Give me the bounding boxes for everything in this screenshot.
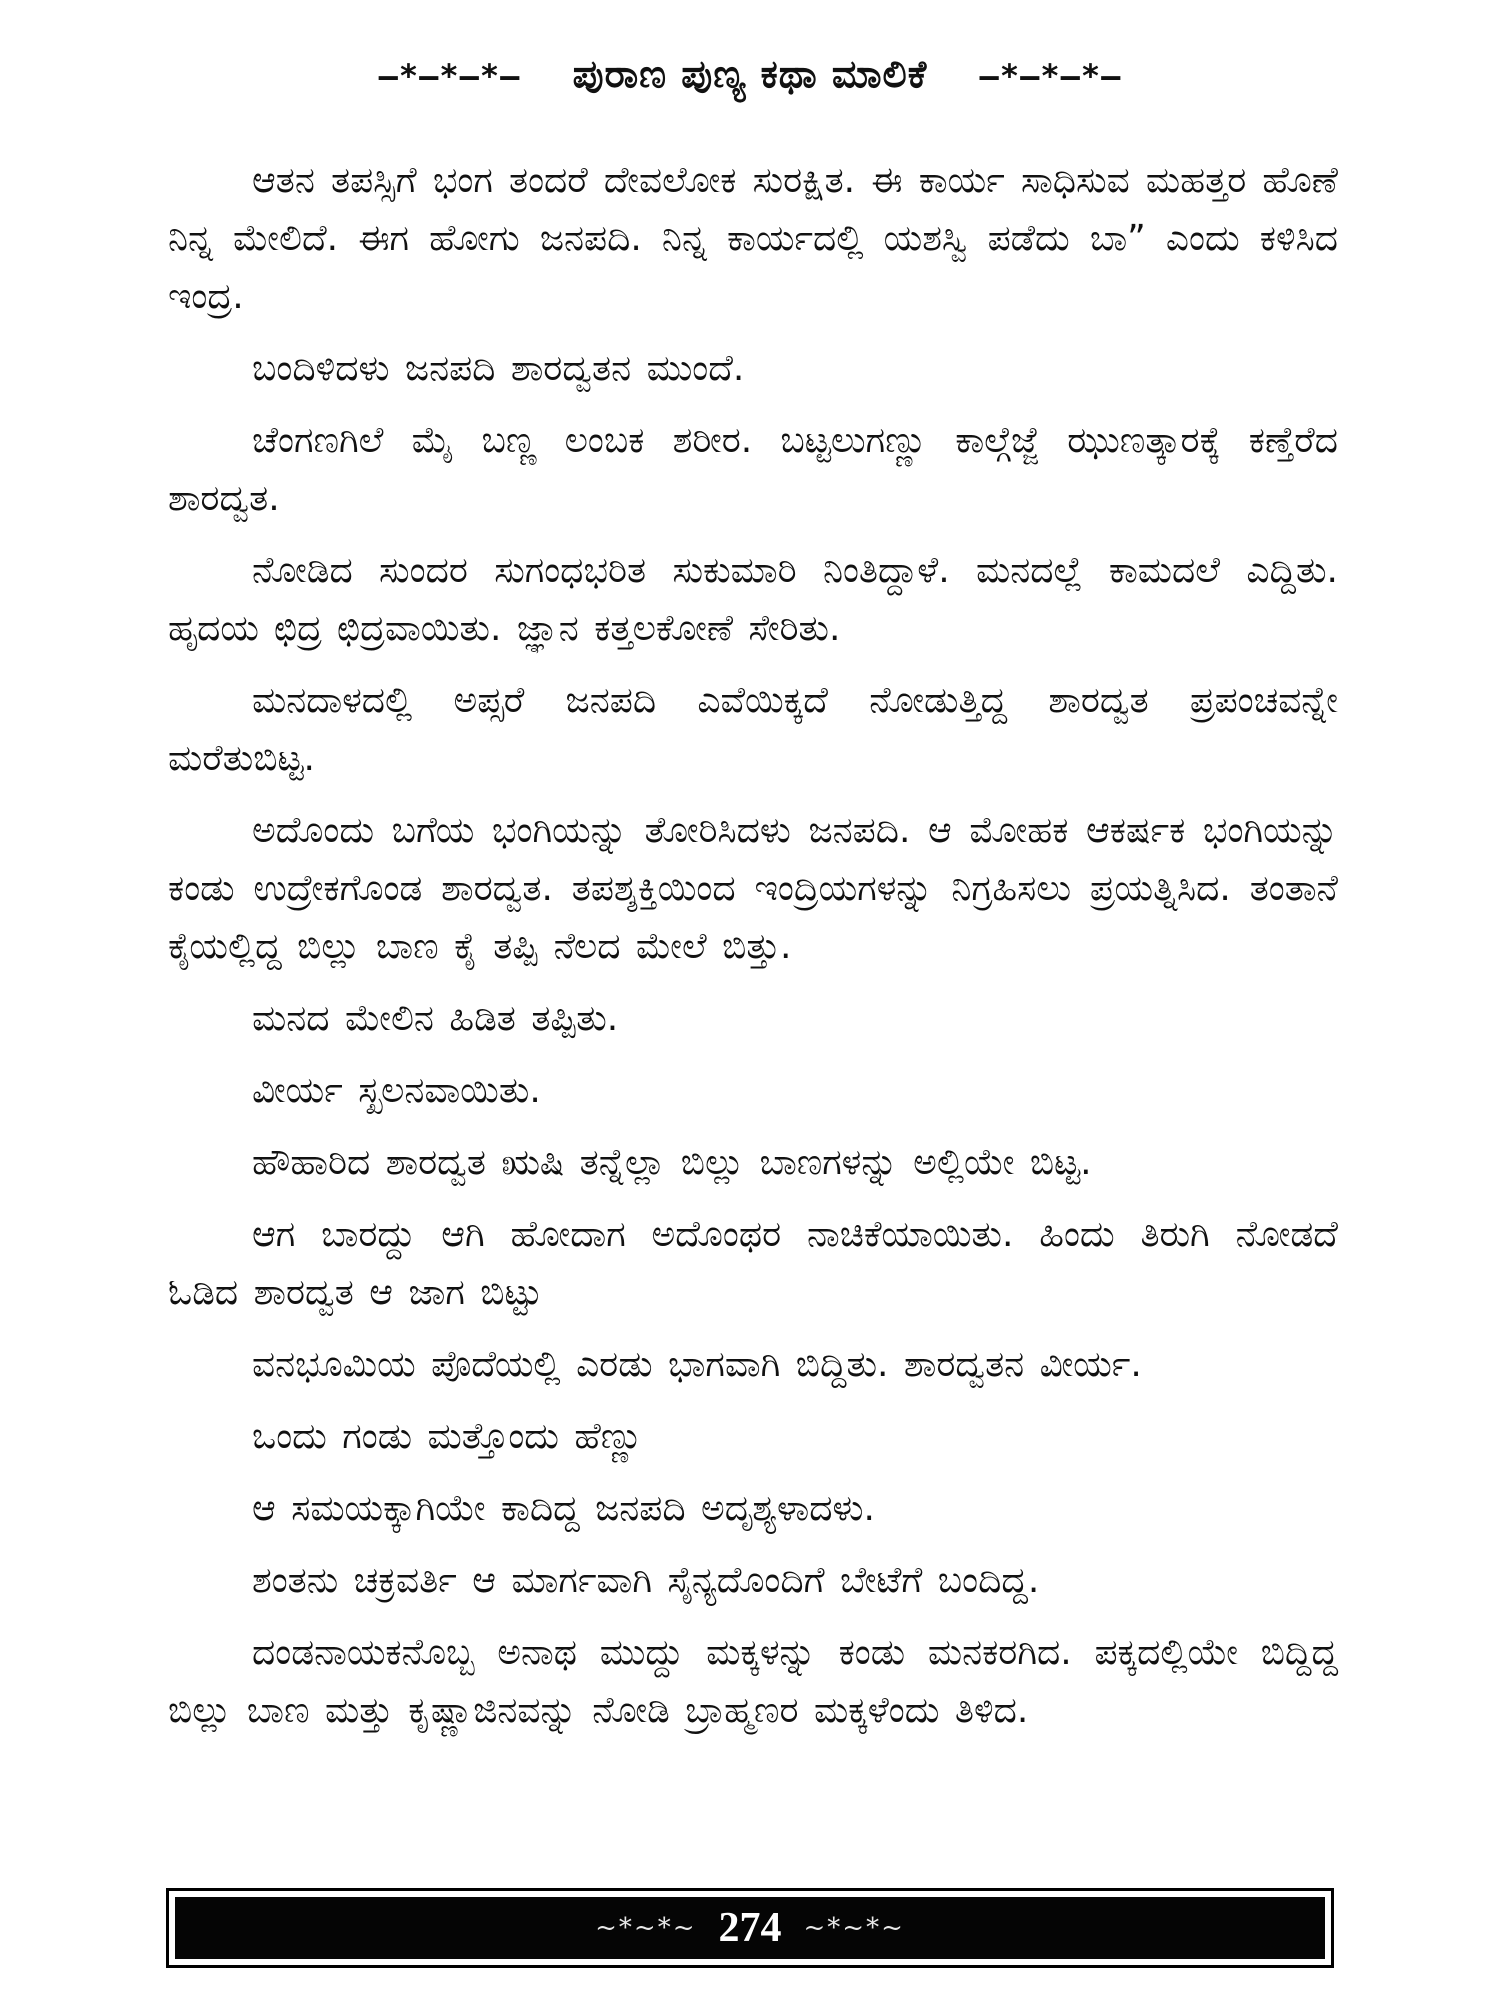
paragraph: ಆ ಸಮಯಕ್ಕಾಗಿಯೇ ಕಾದಿದ್ದ ಜನಪದಿ ಅದೃಶ್ಯಳಾದಳು. xyxy=(252,1488,875,1529)
paragraph: ಆಗ ಬಾರದ್ದು ಆಗಿ ಹೋದಾಗ ಅದೊಂಥರ ನಾಚಿಕೆಯಾಯಿತು. ಹಿಂದು ತಿರುಗಿ ನೋಡದೆ ಓಡಿದ ಶಾರದ್ವತ ಆ ಜಾಗ ಬಿಟ್ಟು xyxy=(168,1214,1338,1313)
book-title: ಪುರಾಣ ಪುಣ್ಯ ಕಥಾ ಮಾಲಿಕೆ xyxy=(572,52,928,96)
header-ornament-right: –*–*–*– xyxy=(979,57,1122,95)
paragraph: ನೋಡಿದ ಸುಂದರ ಸುಗಂಧಭರಿತ ಸುಕುಮಾರಿ ನಿಂತಿದ್ದಾಳೆ. ಮನದಲ್ಲೆ ಕಾಮದಲೆ ಎದ್ದಿತು. ಹೃದಯ ಛಿದ್ರ ಛಿದ್ರವಾಯಿತು. ಜ್ಞಾನ ಕತ್ತಲಕೋಣೆ ಸೇರಿತು. xyxy=(168,550,1338,649)
paragraph: ಚೆಂಗಣಗಿಲೆ ಮೈ ಬಣ್ಣ ಲಂಬಕ ಶರೀರ. ಬಟ್ಟಲುಗಣ್ಣು ಕಾಲ್ಗೆಜ್ಜೆ ಝುಣತ್ಕಾರಕ್ಕೆ ಕಣ್ತೆರೆದ ಶಾರದ್ವತ. xyxy=(168,420,1338,519)
paragraph: ವೀರ್ಯ ಸ್ಖಲನವಾಯಿತು. xyxy=(252,1070,541,1111)
paragraph: ಒಂದು ಗಂಡು ಮತ್ತೊಂದು ಹೆಣ್ಣು xyxy=(252,1416,643,1457)
footer-ornament-left: ~*~*~ xyxy=(595,1913,697,1943)
paragraph: ಶಂತನು ಚಕ್ರವರ್ತಿ ಆ ಮಾರ್ಗವಾಗಿ ಸೈನ್ಯದೊಂದಿಗೆ ಬೇಟೆಗೆ ಬಂದಿದ್ದ. xyxy=(252,1560,1040,1601)
page-body xyxy=(168,152,1338,1754)
running-header xyxy=(0,52,1500,97)
footer-bar xyxy=(175,1897,1325,1959)
paragraph: ಮನದ ಮೇಲಿನ ಹಿಡಿತ ತಪ್ಪಿತು. xyxy=(252,998,619,1039)
page-footer xyxy=(166,1888,1334,1968)
paragraph: ಮನದಾಳದಲ್ಲಿ ಅಪ್ಸರೆ ಜನಪದಿ ಎವೆಯಿಕ್ಕದೆ ನೋಡುತ್ತಿದ್ದ ಶಾರದ್ವತ ಪ್ರಪಂಚವನ್ನೇ ಮರೆತುಬಿಟ್ಟ. xyxy=(168,680,1338,779)
paragraph: ವನಭೂಮಿಯ ಪೊದೆಯಲ್ಲಿ ಎರಡು ಭಾಗವಾಗಿ ಬಿದ್ದಿತು. ಶಾರದ್ವತನ ವೀರ್ಯ. xyxy=(252,1344,1142,1385)
paragraph: ಬಂದಿಳಿದಳು ಜನಪದಿ ಶಾರದ್ವತನ ಮುಂದೆ. xyxy=(252,348,745,389)
footer-ornament-right: ~*~*~ xyxy=(803,1913,905,1943)
page-number: 274 xyxy=(718,1905,782,1951)
paragraph: ದಂಡನಾಯಕನೊಬ್ಬ ಅನಾಥ ಮುದ್ದು ಮಕ್ಕಳನ್ನು ಕಂಡು ಮನಕರಗಿದ. ಪಕ್ಕದಲ್ಲಿಯೇ ಬಿದ್ದಿದ್ದ ಬಿಲ್ಲು ಬಾಣ ಮತ್ತು ಕೃಷ್ಣಾಜಿನವನ್ನು ನೋಡಿ ಬ್ರಾಹ್ಮಣರ ಮಕ್ಕಳೆಂದು ತಿಳಿದ. xyxy=(168,1632,1338,1731)
paragraph: ಹೌಹಾರಿದ ಶಾರದ್ವತ ಋಷಿ ತನ್ನೆಲ್ಲಾ ಬಿಲ್ಲು ಬಾಣಗಳನ್ನು ಅಲ್ಲಿಯೇ ಬಿಟ್ಟ. xyxy=(252,1142,1092,1183)
header-ornament-left: –*–*–*– xyxy=(378,57,521,95)
paragraph: ಅದೊಂದು ಬಗೆಯ ಭಂಗಿಯನ್ನು ತೋರಿಸಿದಳು ಜನಪದಿ. ಆ ಮೋಹಕ ಆಕರ್ಷಕ ಭಂಗಿಯನ್ನು ಕಂಡು ಉದ್ರೇಕಗೊಂಡ ಶಾರದ್ವತ. ತಪಶ್ಶಕ್ತಿಯಿಂದ ಇಂದ್ರಿಯಗಳನ್ನು ನಿಗ್ರಹಿಸಲು ಪ್ರಯತ್ನಿಸಿದ. ತಂತಾನೆ ಕೈಯಲ್ಲಿದ್ದ ಬಿಲ್ಲು ಬಾಣ ಕೈ ತಪ್ಪಿ ನೆಲದ ಮೇಲೆ ಬಿತ್ತು. xyxy=(168,810,1338,967)
paragraph: ಆತನ ತಪಸ್ಸಿಗೆ ಭಂಗ ತಂದರೆ ದೇವಲೋಕ ಸುರಕ್ಷಿತ. ಈ ಕಾರ್ಯ ಸಾಧಿಸುವ ಮಹತ್ತರ ಹೊಣೆ ನಿನ್ನ ಮೇಲಿದೆ. ಈಗ ಹೋಗು ಜನಪದಿ. ನಿನ್ನ ಕಾರ್ಯದಲ್ಲಿ ಯಶಸ್ವಿ ಪಡೆದು ಬಾ” ಎಂದು ಕಳಿಸಿದ ಇಂದ್ರ. xyxy=(168,160,1338,317)
